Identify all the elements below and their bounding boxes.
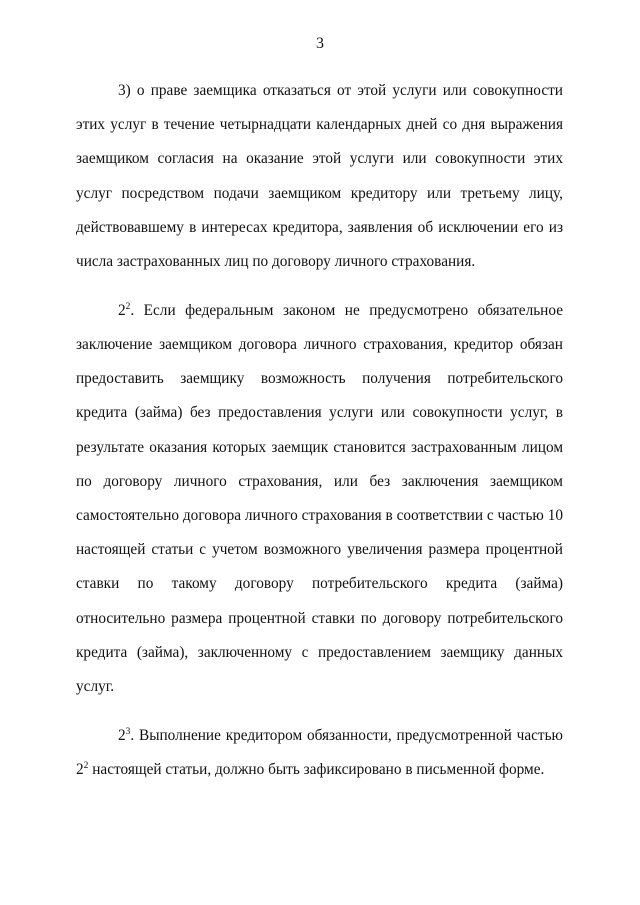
paragraph-text-end: настоящей статьи, должно быть зафиксировано в письменной форме. [88, 760, 545, 778]
page-number: 3 [316, 35, 324, 52]
paragraph-number-superscript: 2 [125, 301, 131, 312]
document-body [76, 74, 563, 802]
paragraph-number: 2 [118, 726, 126, 744]
paragraph-2-3 [76, 719, 563, 787]
reference-number: 2 [76, 760, 84, 778]
reference-superscript: 2 [83, 760, 89, 771]
paragraph-number: 2 [118, 301, 126, 319]
paragraph-text: . Если федеральным законом не предусмотрено обязательное заключение заемщиком договора личного страхования, кредитор обязан предоставить заемщику возможность получения потребительского кредита (займа) без предоставления услуги или совокупности услуг, в результате оказания которых заемщик становится застрахованным лицом по договору личного страхования, или без заключения заемщиком самостоятельно договора личного страхования в соответствии с частью 10 настоящей статьи с учетом возможного увеличения размера процентной ставки по такому договору потребительского кредита (займа) относительно размера процентной ставки по договору потребительского кредита (займа), заключенному с предоставлением заемщику данных услуг. [76, 301, 563, 695]
paragraph-2-2 [76, 294, 563, 704]
paragraph-number-superscript: 3 [125, 726, 131, 737]
paragraph-item-3 [76, 74, 563, 279]
paragraph-text: 3) о праве заемщика отказаться от этой услуги или совокупности этих услуг в течение четырнадцати календарных дней со дня выражения заемщиком согласия на оказание этой услуги или совокупности этих услуг посредством подачи заемщиком кредитору или третьему лицу, действовавшему в интересах кредитора, заявления об исключении его из числа застрахованных лиц по договору личного страхования. [76, 82, 563, 271]
paragraph-text-start: . Выполнение кредитором обязанности, предусмотренной частью [130, 726, 563, 744]
